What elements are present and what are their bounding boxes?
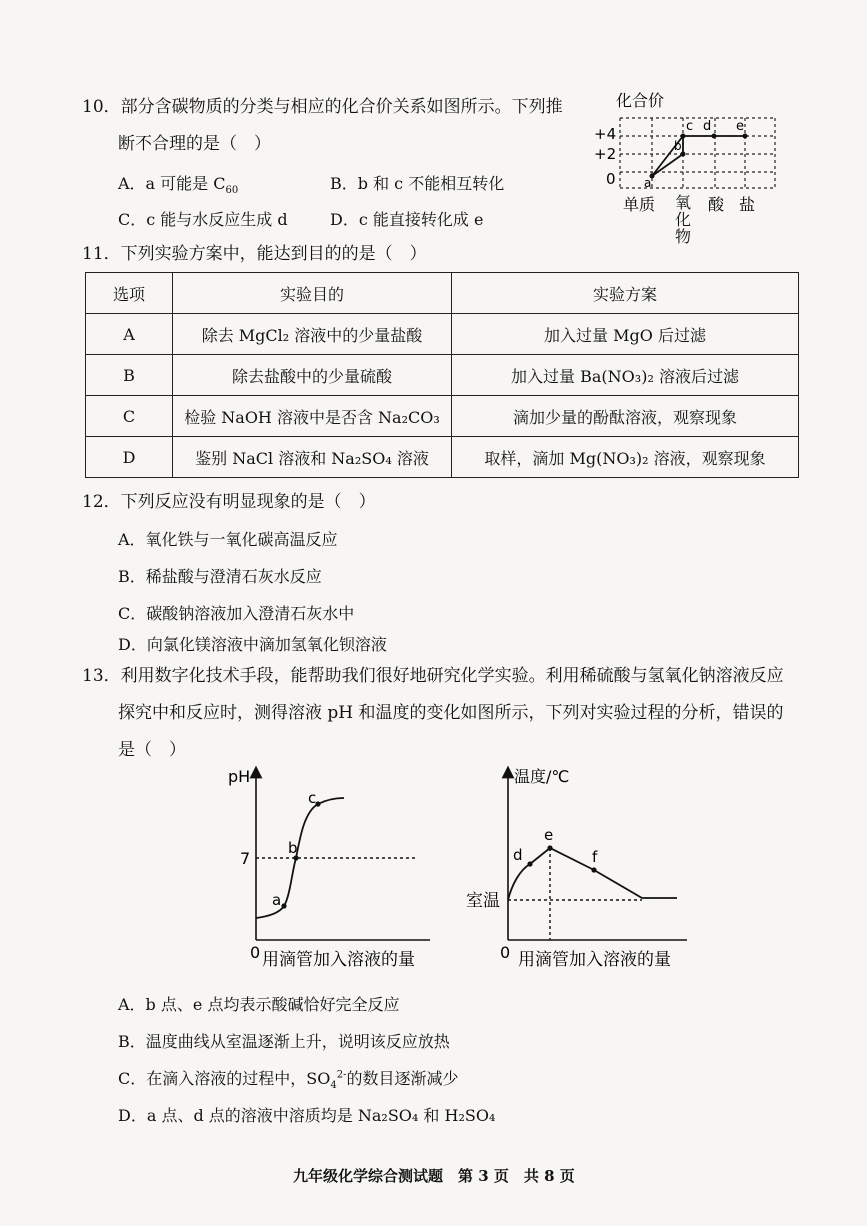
x-label-salt: 盐	[739, 195, 756, 214]
q13-option-d: D．a 点、d 点的溶液中溶质均是 Na₂SO₄ 和 H₂SO₄	[118, 1106, 496, 1125]
point-d-label: d	[703, 119, 712, 134]
ph-chart	[220, 760, 450, 975]
q11-stem: 11．下列实验方案中，能达到目的的是（ ）	[82, 244, 427, 264]
q13-option-b: B．温度曲线从室温逐渐上升，说明该反应放热	[118, 1032, 450, 1051]
x-label-oxide: 氧化物	[675, 193, 692, 246]
row-option: C	[86, 396, 173, 437]
row-option: D	[86, 437, 173, 478]
ph-ref-tick: 7	[240, 849, 251, 868]
table-header-row	[86, 273, 799, 314]
q12-option-c: C．碳酸钠溶液加入澄清石灰水中	[118, 604, 355, 623]
row-plan: 加入过量 MgO 后过滤	[452, 314, 799, 355]
ph-y-label: pH	[228, 767, 251, 786]
point-b-label: b	[674, 139, 682, 153]
row-purpose: 除去盐酸中的少量硫酸	[173, 355, 452, 396]
q11-table	[85, 272, 799, 478]
ph-label-b: b	[288, 839, 298, 857]
temp-x-label: 用滴管加入溶液的量	[518, 950, 671, 970]
row-purpose: 鉴别 NaCl 溶液和 Na₂SO₄ 溶液	[173, 437, 452, 478]
point-e-label: e	[736, 119, 744, 134]
temp-y-label: 温度/℃	[514, 767, 570, 786]
q13-option-a: A．b 点、e 点均表示酸碱恰好完全反应	[118, 995, 400, 1014]
row-purpose: 检验 NaOH 溶液中是否含 Na₂CO₃	[173, 396, 452, 437]
point-a-label: a	[644, 176, 652, 190]
row-option: A	[86, 314, 173, 355]
q13-option-c: C．在滴入溶液的过程中，$SO_4^{2-}$的数目逐渐减少	[118, 1069, 459, 1092]
chart-y-tick-0: 0	[606, 170, 616, 188]
temp-origin: 0	[500, 943, 511, 962]
q12-stem: 12．下列反应没有明显现象的是（ ）	[82, 492, 376, 512]
table-row	[86, 437, 799, 478]
ph-origin: 0	[250, 943, 261, 962]
table-row	[86, 396, 799, 437]
q12-option-b: B．稀盐酸与澄清石灰水反应	[118, 567, 322, 586]
table-row	[86, 355, 799, 396]
ph-point-a	[281, 903, 286, 908]
q10-stem-line2: 断不合理的是（ ）	[118, 134, 271, 154]
q13-stem-line3: 是（ ）	[118, 740, 186, 760]
q12-option-d: D．向氯化镁溶液中滴加氢氧化钡溶液	[118, 635, 387, 654]
q12-option-a: A．氧化铁与一氧化碳高温反应	[118, 530, 338, 549]
q13-stem-line1: 13．利用数字化技术手段，能帮助我们很好地研究化学实验。利用稀硫酸与氢氧化钠溶液反应	[82, 666, 784, 686]
q10-option-c: C．c 能与水反应生成 d	[118, 210, 288, 229]
header-purpose: 实验目的	[173, 273, 452, 314]
temp-chart	[462, 760, 712, 975]
q10-option-b: B．b 和 c 不能相互转化	[330, 174, 505, 193]
chart-y-tick-2: +2	[594, 145, 617, 163]
q10-stem-line1: 10．部分含碳物质的分类与相应的化合价关系如图所示。下列推	[82, 97, 563, 117]
q10-option-a: A．a 可能是 $C_{60}$	[118, 174, 239, 197]
row-option: B	[86, 355, 173, 396]
x-label-elemental: 单质	[623, 195, 656, 214]
temp-label-e: e	[544, 826, 554, 844]
q13-stem-line2: 探究中和反应时，测得溶液 pH 和温度的变化如图所示，下列对实验过程的分析，错误的	[118, 703, 784, 723]
ph-x-label: 用滴管加入溶液的量	[262, 950, 415, 970]
ph-label-a: a	[272, 891, 282, 909]
x-label-acid: 酸	[708, 195, 725, 214]
row-plan: 取样，滴加 Mg(NO₃)₂ 溶液，观察现象	[452, 437, 799, 478]
chart-y-title: 化合价	[616, 91, 665, 110]
header-option: 选项	[86, 273, 173, 314]
temp-point-f	[591, 867, 596, 872]
header-plan: 实验方案	[452, 273, 799, 314]
temp-ref-tick: 室温	[466, 891, 500, 911]
chart-lines	[652, 136, 745, 176]
temp-point-d	[527, 861, 532, 866]
point-c-label: c	[686, 119, 694, 134]
ph-label-c: c	[308, 789, 317, 807]
table-row	[86, 314, 799, 355]
temp-label-f: f	[592, 848, 598, 866]
temp-label-d: d	[513, 846, 523, 864]
row-purpose: 除去 MgCl₂ 溶液中的少量盐酸	[173, 314, 452, 355]
row-plan: 滴加少量的酚酞溶液，观察现象	[452, 396, 799, 437]
chart-y-tick-4: +4	[594, 125, 617, 143]
temp-point-e	[547, 845, 552, 850]
row-plan: 加入过量 Ba(NO₃)₂ 溶液后过滤	[452, 355, 799, 396]
page-footer: 九年级化学综合测试题 第 3 页 共 8 页	[293, 1167, 575, 1185]
q10-option-d: D．c 能直接转化成 e	[330, 210, 484, 229]
